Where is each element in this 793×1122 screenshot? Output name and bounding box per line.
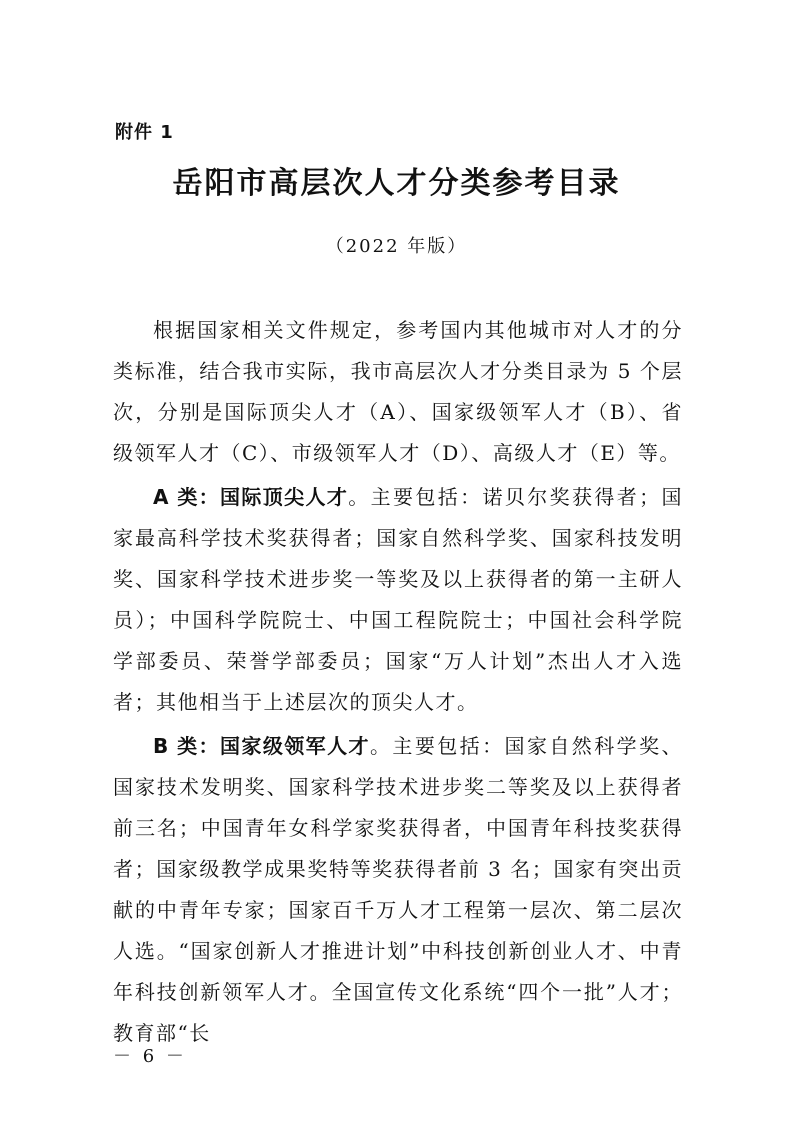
- intro-paragraph: 根据国家相关文件规定，参考国内其他城市对人才的分类标准，结合我市实际，我市高层次人才分类目录为 5 个层次，分别是国际顶尖人才（A）、国家级领军人才（B）、省级领军人才（C）、市级领军人才（D）、高级人才（E）等。: [113, 318, 683, 465]
- category-a-heading: A 类：国际顶尖人才: [153, 485, 349, 509]
- category-a-paragraph: [113, 477, 683, 723]
- page-title: 岳阳市高层次人才分类参考目录: [172, 166, 621, 201]
- page-number: － 6 －: [113, 1046, 187, 1067]
- category-b-paragraph: [113, 726, 683, 1054]
- category-b-heading: B 类：国家级领军人才: [153, 734, 370, 758]
- document-body: [113, 310, 683, 1057]
- attachment-label: 附件 1: [115, 122, 174, 143]
- category-b-text: 。主要包括：国家自然科学奖、国家技术发明奖、国家科学技术进步奖二等奖及以上获得者前三名；中国青年女科学家奖获得者，中国青年科技奖获得者；国家级教学成果奖特等奖获得者前 3 名；国家有突出贡献的中青年专家；国家百千万人才工程第一层次、第二层次人选。“国家创新人才推进计划”中科技创新创业人才、中青年科技创新领军人才。全国宣传文化系统“四个一批”人才；教育部“长: [113, 734, 683, 1045]
- edition-label: （2022 年版）: [325, 236, 468, 257]
- category-a-text: 。主要包括：诺贝尔奖获得者；国家最高科学技术奖获得者；国家自然科学奖、国家科技发明奖、国家科学技术进步奖一等奖及以上获得者的第一主研人员）；中国科学院院士、中国工程院院士；中国社会科学院学部委员、荣誉学部委员；国家“万人计划”杰出人才入选者；其他相当于上述层次的顶尖人才。: [113, 485, 683, 714]
